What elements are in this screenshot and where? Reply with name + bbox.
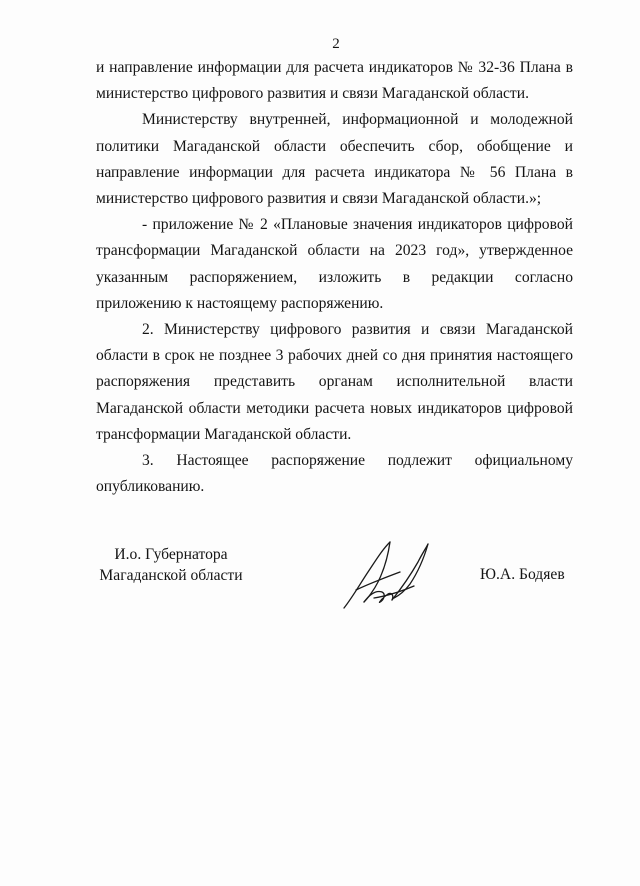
signatory-position-line-1: И.о. Губернатора: [114, 546, 228, 563]
paragraph-ministry-internal-policy: Министерству внутренней, информационной и молодежной политики Магаданской области обеспечить сбор, обобщение и направление информации для расчета индикатора № 56 Плана в министерство цифрового развития и связи Магаданской области.»;: [96, 111, 573, 208]
signatory-name: Ю.А. Бодяев: [480, 566, 565, 583]
signature-block: [0, 544, 640, 614]
signatory-position: [96, 544, 246, 586]
paragraph-item-3: 3. Настоящее распоряжение подлежит официальному опубликованию.: [96, 452, 573, 496]
signatory-position-line-2: Магаданской области: [99, 567, 243, 584]
paragraph-appendix-2: - приложение № 2 «Плановые значения индикаторов цифровой трансформации Магаданской области на 2023 год», утвержденное указанным распоряжением, изложить в редакции согласно приложению к настоящему распоряжению.: [96, 216, 573, 312]
handwritten-signature: [338, 532, 438, 614]
page-number: 2: [332, 36, 340, 52]
paragraph-item-2: 2. Министерству цифрового развития и связи Магаданской области в срок не позднее 3 рабочих дней со дня принятия настоящего распоряжения представить органам исполнительной власти Магаданской области методики расчета новых индикаторов цифровой трансформации Магаданской области.: [96, 321, 573, 443]
document-body: [96, 55, 573, 500]
paragraph-continuation: и направление информации для расчета индикаторов № 32-36 Плана в министерство цифрового развития и связи Магаданской области.: [96, 59, 573, 103]
